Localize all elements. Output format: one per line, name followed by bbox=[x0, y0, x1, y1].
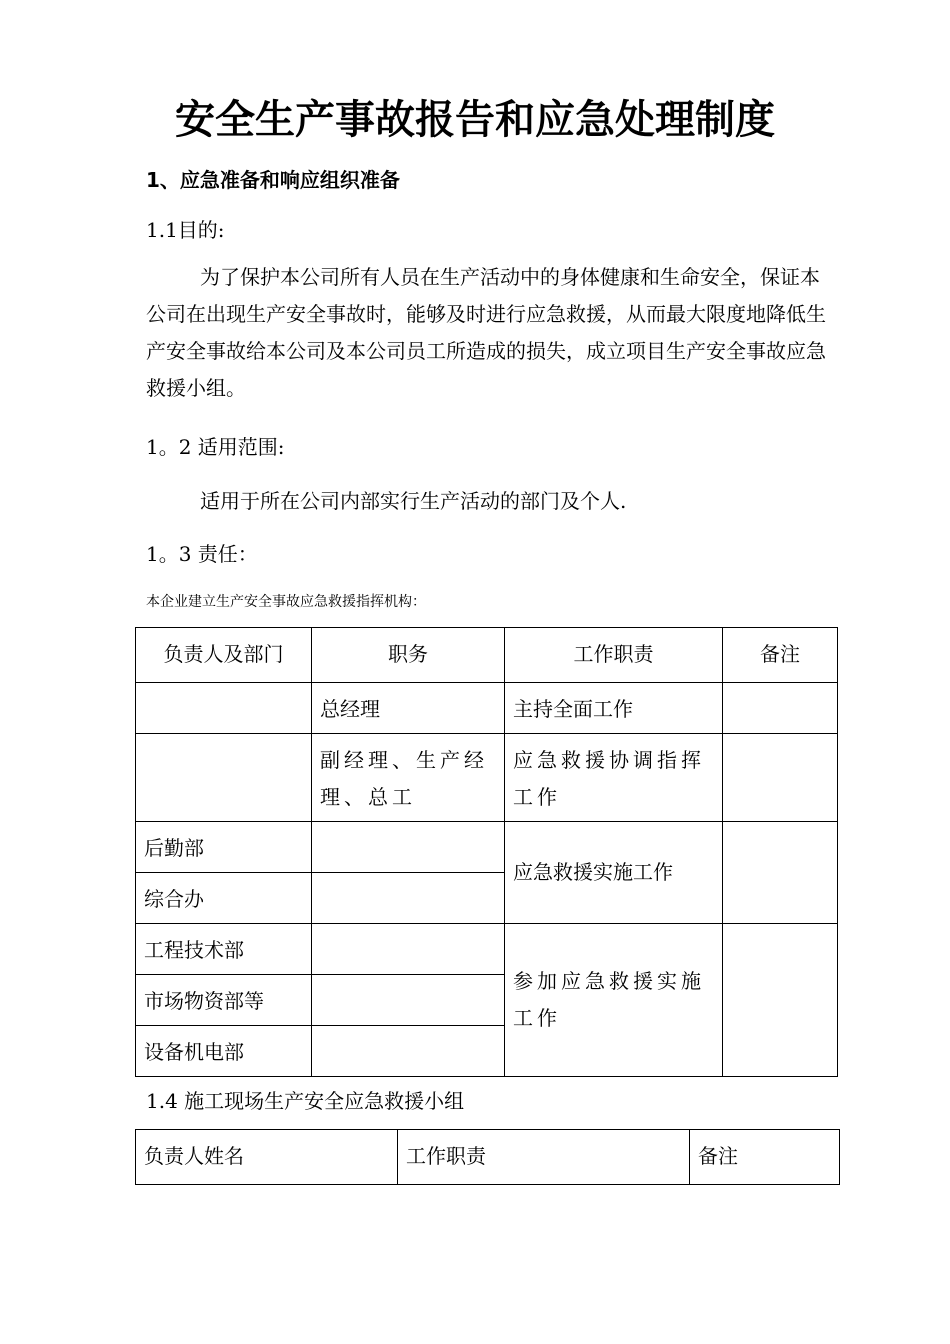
org-header-position: 职务 bbox=[312, 628, 505, 683]
org-header-dept: 负责人及部门 bbox=[136, 628, 312, 683]
org-cell-dept bbox=[136, 734, 312, 822]
org-cell-position: 副经理、生产经理、总工 bbox=[312, 734, 505, 822]
org-cell-position bbox=[312, 1026, 505, 1077]
org-cell-dept: 工程技术部 bbox=[136, 924, 312, 975]
subsection-1-1-label: 1.1目的: bbox=[146, 218, 225, 242]
org-cell-duty: 应急救援实施工作 bbox=[505, 822, 723, 924]
subsection-1-2-label: 1。2 适用范围: bbox=[146, 435, 285, 459]
org-cell-note bbox=[723, 683, 838, 734]
subsection-1-2-paragraph: 适用于所在公司内部实行生产活动的部门及个人. bbox=[200, 489, 627, 513]
org-cell-dept: 设备机电部 bbox=[136, 1026, 312, 1077]
section-heading: 1、应急准备和响应组织准备 bbox=[146, 168, 400, 192]
org-cell-position: 总经理 bbox=[312, 683, 505, 734]
org-header-note: 备注 bbox=[723, 628, 838, 683]
document-title: 安全生产事故报告和应急处理制度 bbox=[175, 97, 775, 143]
team-table bbox=[135, 1129, 840, 1185]
org-table bbox=[135, 627, 838, 1077]
subsection-1-1-paragraph: 为了保护本公司所有人员在生产活动中的身体健康和生命安全，保证本公司在出现生产安全事故时，能够及时进行应急救援，从而最大限度地降低生产安全事故给本公司及本公司员工所造成的损失，成立项目生产安全事故应急救援小组。 bbox=[146, 265, 826, 400]
org-cell-note bbox=[723, 734, 838, 822]
org-cell-position bbox=[312, 975, 505, 1026]
team-header-name: 负责人姓名 bbox=[136, 1130, 398, 1185]
subsection-1-4-label: 1.4 施工现场生产安全应急救援小组 bbox=[146, 1089, 465, 1113]
team-header-note: 备注 bbox=[690, 1130, 840, 1185]
org-cell-dept: 后勤部 bbox=[136, 822, 312, 873]
org-cell-dept: 综合办 bbox=[136, 873, 312, 924]
org-cell-duty: 应急救援协调指挥工作 bbox=[505, 734, 723, 822]
subsection-1-3-label: 1。3 责任： bbox=[146, 542, 258, 566]
org-cell-note bbox=[723, 924, 838, 1077]
org-cell-note bbox=[723, 822, 838, 924]
org-cell-dept: 市场物资部等 bbox=[136, 975, 312, 1026]
org-cell-position bbox=[312, 822, 505, 873]
org-cell-position bbox=[312, 873, 505, 924]
org-cell-position bbox=[312, 924, 505, 975]
org-header-duty: 工作职责 bbox=[505, 628, 723, 683]
team-header-duty: 工作职责 bbox=[398, 1130, 690, 1185]
org-cell-dept bbox=[136, 683, 312, 734]
org-cell-duty: 主持全面工作 bbox=[505, 683, 723, 734]
org-cell-duty: 参加应急救援实施工作 bbox=[505, 924, 723, 1077]
org-table-caption: 本企业建立生产安全事故应急救援指挥机构： bbox=[146, 594, 426, 610]
